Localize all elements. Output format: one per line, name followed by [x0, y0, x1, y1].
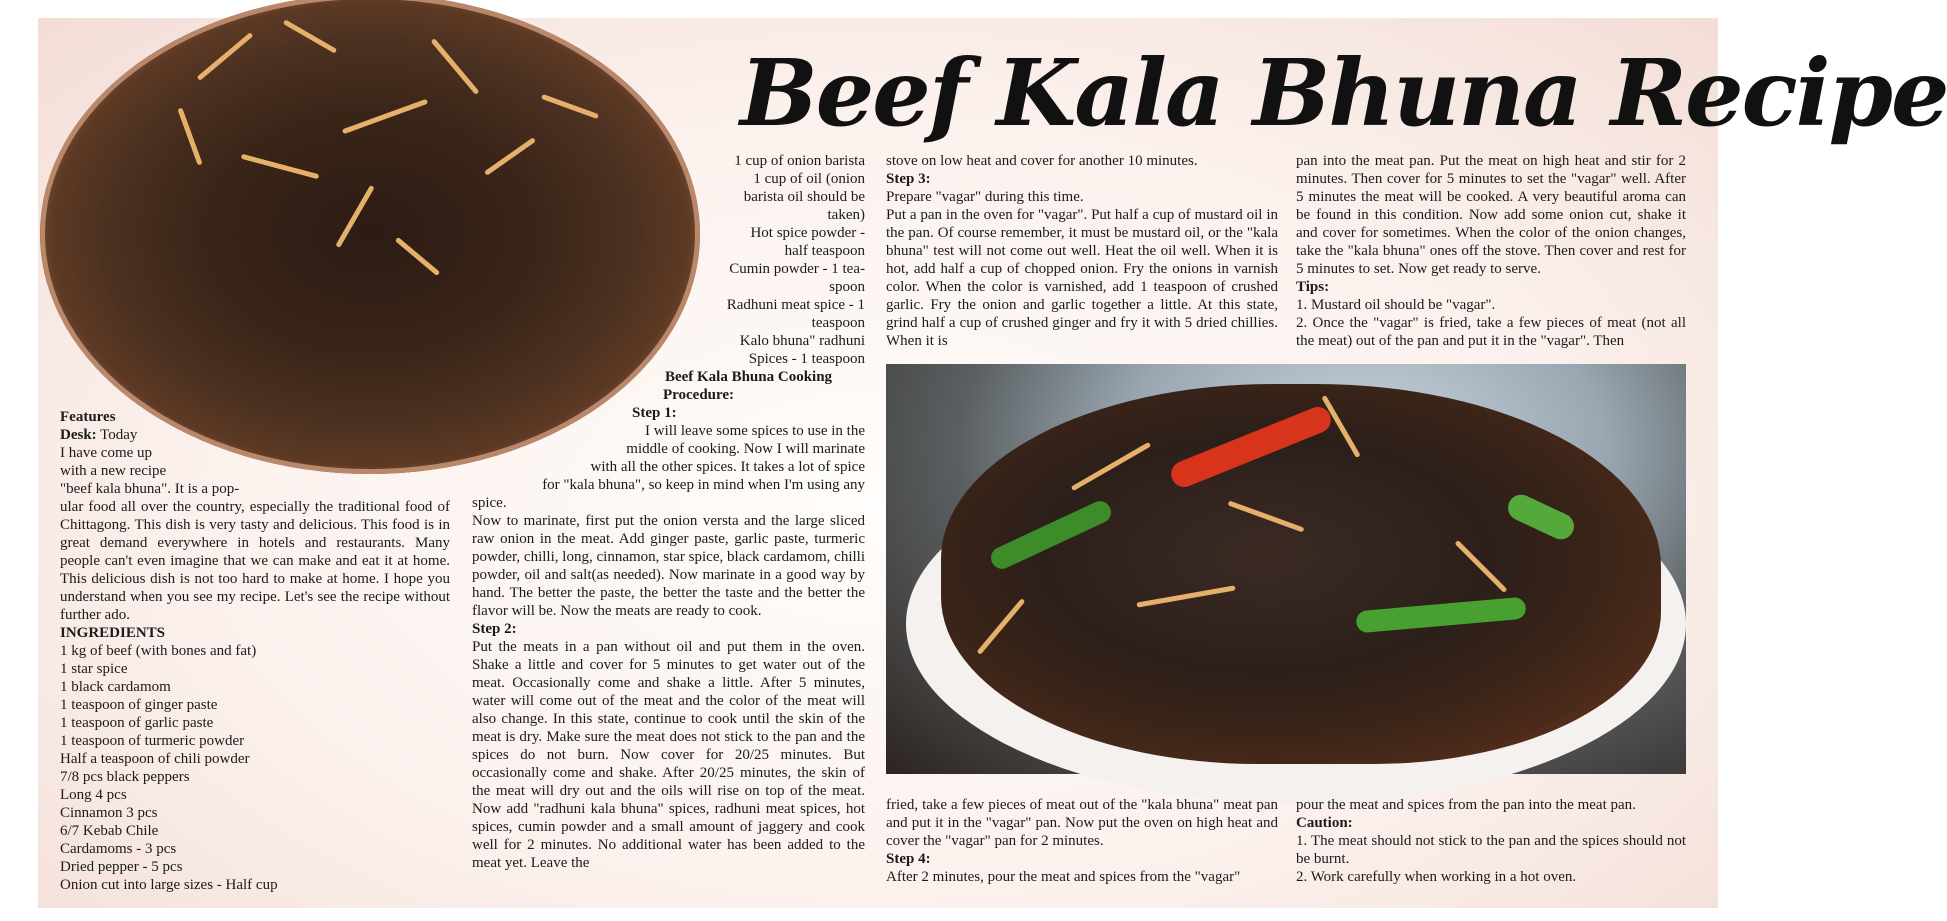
features-label: Features [60, 409, 116, 425]
ingredient-item: 1 teaspoon of turmeric powder [60, 733, 245, 749]
step4-paragraph: After 2 minutes, pour the meat and spices from the "vagar" [886, 869, 1241, 885]
ingredient-item: taken) [827, 207, 865, 223]
desk-line [60, 426, 450, 444]
tips-continuation: pour the meat and spices from the pan into the meat pan. [1296, 797, 1636, 813]
desk-line: I have come up [60, 445, 153, 461]
caution-item: 1. The meat should not stick to the pan and the spices should not be burnt. [1296, 833, 1686, 867]
step3-heading: Step 3: [886, 171, 931, 187]
tips-heading: Tips: [1296, 279, 1330, 295]
tip-item: 1. Mustard oil should be "vagar". [1296, 297, 1496, 313]
ingredient-item: 1 teaspoon of ginger paste [60, 697, 218, 713]
step3-continuation: fried, take a few pieces of meat out of the "kala bhuna" meat pan and put it in the "vagar" pan. Now put the oven on high heat and cover the "vagar" pan for 2 minutes. [886, 797, 1278, 849]
procedure-heading: Beef Kala Bhuna Cooking [664, 369, 833, 385]
desk-line: with a new recipe [60, 463, 167, 479]
intro-paragraph: ular food all over the country, especially the traditional food of Chittagong. This dish is very tasty and delicious. This food is in great demand everywhere in hotels and restaurants. Many people can't even imagine that we can make and eat it at home. This delicious dish is not too hard to make at home. I hope you understand when you see my recipe. Let's see the recipe without further ado. [60, 499, 450, 623]
step4-continuation: pan into the meat pan. Put the meat on high heat and stir for 2 minutes. Then cover for 5 minutes to set the "vagar" well. After 5 minutes the meat will be cooked. A very beautiful aroma can be found in this condition. Now add some onion cut, shake it and cover for sometimes. When the color of the onion changes, take the "kala bhuna" ones off the stove. Then cover and rest for 5 minutes to set. Now get ready to serve. [1296, 153, 1686, 277]
step4-heading: Step 4: [886, 851, 931, 867]
step1-line: for "kala bhuna", so keep in mind when I'm using any [542, 477, 865, 493]
desk-line: "beef kala bhuna". It is a pop- [60, 481, 240, 497]
ingredient-item: 1 kg of beef (with bones and fat) [60, 643, 257, 659]
onion-garnish [484, 137, 536, 176]
column-step4 [886, 796, 1278, 886]
onion-garnish [541, 94, 599, 119]
step2-continuation: stove on low heat and cover for another 10 minutes. [886, 153, 1198, 169]
ingredient-item: Kalo bhuna" radhuni [739, 333, 865, 349]
ingredient-item: Spices - 1 teaspoon [748, 351, 865, 367]
ingredient-item: barista oil should be [743, 189, 865, 205]
desk-text: Today [100, 427, 138, 443]
column-tips [1296, 152, 1686, 350]
step1-line: with all the other spices. It takes a lot of spice [590, 459, 865, 475]
step2-heading: Step 2: [472, 621, 517, 637]
ingredient-item: Long 4 pcs [60, 787, 127, 803]
column-step3 [886, 152, 1278, 350]
onion-garnish [395, 237, 440, 276]
desk-label: Desk: [60, 427, 97, 443]
column-intro [60, 408, 450, 894]
ingredient-item: Cumin powder - 1 tea- [729, 261, 865, 277]
column-caution [1296, 796, 1686, 886]
onion-garnish [283, 19, 337, 53]
step2-paragraph: Put the meats in a pan without oil and put them in the oven. Shake a little and cover for 5 minutes to get water out of the meat. Occasionally come and shake a little. After 5 minutes, water will come out of the meat and the color of the meat will also change. In this state, continue to cook until the skin of the meat is dry. Make sure the meat does not stick to the pan and the spices do not burn. Now cover for 20/25 minutes. But occasionally come and shake. After 20/25 minutes, the skin of the meat will dry out and the oils will rise on top of the meat. Now add "radhuni kala bhuna" spices, radhuni meat spices, hot spices, cumin powder and a small amount of jaggery and cook well for 2 minutes. No additional water has been added to the meat yet. Leave the [472, 639, 865, 871]
onion-garnish [431, 38, 480, 95]
ingredients-heading: INGREDIENTS [60, 625, 166, 641]
onion-garnish [342, 99, 428, 134]
ingredient-item: 7/8 pcs black peppers [60, 769, 190, 785]
beef-pile [941, 384, 1661, 764]
ingredient-item: 1 cup of oil (onion [753, 171, 865, 187]
onion-garnish [197, 32, 254, 81]
ingredient-item: Cinnamon 3 pcs [60, 805, 158, 821]
ingredient-item: Hot spice powder - [750, 225, 865, 241]
ingredient-item: Cardamoms - 3 pcs [60, 841, 177, 857]
caution-heading: Caution: [1296, 815, 1353, 831]
ingredient-item: Onion cut into large sizes - Half cup [60, 877, 278, 893]
caution-item: 2. Work carefully when working in a hot oven. [1296, 869, 1577, 885]
step3-paragraph: Put a pan in the oven for "vagar". Put half a cup of mustard oil in the pan. Of course remember, it must be mustard oil, or the "kala bhuna" test will not come out well. Heat the oil well. When it is hot, add half a cup of chopped onion. Fry the onions in varnish color. When the color is varnished, add 1 teaspoon of crushed garlic. Fry the onion and garlic together a little. At this state, grind half a cup of crushed ginger and fry it with 5 dried chillies. When it is [886, 207, 1278, 349]
step1-line: spice. [472, 495, 507, 511]
ingredient-item: Dried pepper - 5 pcs [60, 859, 183, 875]
beef-plate-photo [886, 364, 1686, 774]
page-title: Beef Kala Bhuna Recipe [740, 39, 1947, 147]
ingredient-item: Radhuni meat spice - 1 [726, 297, 865, 313]
step1-line: middle of cooking. Now I will marinate [626, 441, 865, 457]
onion-garnish [241, 154, 320, 180]
column-ingredients-cont [660, 152, 865, 368]
ingredient-item: teaspoon [811, 315, 865, 331]
ingredient-item: spoon [829, 279, 865, 295]
tip-item: 2. Once the "vagar" is fried, take a few pieces of meat (not all the meat) out of the pan and put it in the "vagar". Then [1296, 315, 1686, 349]
ingredient-item: 1 teaspoon of garlic paste [60, 715, 214, 731]
column-procedure [472, 368, 865, 872]
ingredient-item: 6/7 Kebab Chile [60, 823, 159, 839]
procedure-heading: Procedure: [662, 387, 735, 403]
step3-paragraph: Prepare "vagar" during this time. [886, 189, 1084, 205]
onion-garnish [335, 185, 374, 248]
step1-heading: Step 1: [632, 405, 677, 421]
ingredient-item: 1 cup of onion barista [734, 153, 865, 169]
onion-garnish [177, 107, 202, 165]
ingredient-item: 1 black cardamom [60, 679, 171, 695]
ingredient-item: Half a teaspoon of chili powder [60, 751, 250, 767]
ingredient-item: half teaspoon [784, 243, 865, 259]
step1-line: I will leave some spices to use in the [645, 423, 865, 439]
ingredient-item: 1 star spice [60, 661, 128, 677]
step1-paragraph: Now to marinate, first put the onion versta and the large sliced raw onion in the meat. Add ginger paste, garlic paste, turmeric powder, chilli, long, cinnamon, star spice, black cardamom, chilli powder, oil and salt(as needed). Now marinate in a good way by hand. The better the paste, the better the taste and the better the flavor will be. Now the meats are ready to cook. [472, 513, 865, 619]
